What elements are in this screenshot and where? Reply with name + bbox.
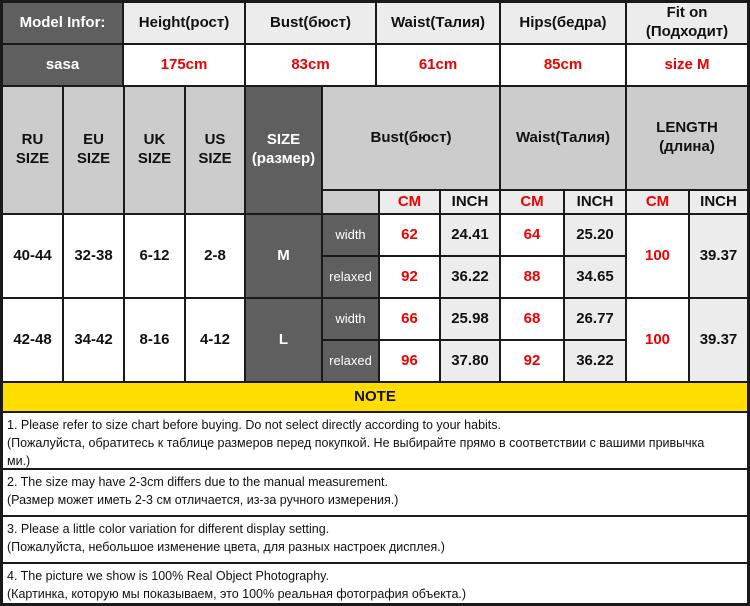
length-inch-header: INCH (689, 190, 748, 214)
model-waist-value: 61cm (376, 44, 500, 86)
model-info-label: Model Infor: (2, 2, 123, 44)
bust-width-inch-m: 24.41 (440, 214, 500, 256)
note-item-3-en: 3. Please a little color variation for different display setting. (7, 522, 330, 536)
length-group-header (626, 86, 748, 190)
note-item-3-ru: (Пожалуйста, небольшое изменение цвета, для разных настроек дисплея.) (7, 540, 445, 554)
note-item-1 (2, 412, 748, 469)
ru-size-l: 42-48 (2, 298, 63, 382)
length-cm-header: CM (626, 190, 689, 214)
waist-relaxed-inch-l: 36.22 (564, 340, 626, 382)
waist-width-cm-m: 64 (500, 214, 564, 256)
length-cm-m: 100 (626, 214, 689, 298)
bust-relaxed-cm-m: 92 (379, 256, 440, 298)
waist-relaxed-cm-l: 92 (500, 340, 564, 382)
note-item-1-ru: (Пожалуйста, обратитесь к таблице размеров перед покупкой. Не выбирайте прямо в соответствии с вашими привычка (7, 436, 705, 450)
us-size-m: 2-8 (185, 214, 245, 298)
waist-header: Waist(Талия) (376, 2, 500, 44)
note-item-2 (2, 469, 748, 516)
waist-relaxed-inch-m: 34.65 (564, 256, 626, 298)
width-label-m: width (322, 214, 379, 256)
uk-size-l: 8-16 (124, 298, 185, 382)
waist-relaxed-cm-m: 88 (500, 256, 564, 298)
size-header (245, 86, 322, 214)
relaxed-label-m: relaxed (322, 256, 379, 298)
fit-on-label: Fit on (666, 4, 708, 22)
length-inch-m: 39.37 (689, 214, 748, 298)
note-item-2-ru: (Размер может иметь 2-3 см отличается, из-за ручного измерения.) (7, 493, 399, 507)
model-bust-value: 83cm (245, 44, 376, 86)
waist-width-inch-m: 25.20 (564, 214, 626, 256)
bust-width-cm-l: 66 (379, 298, 440, 340)
fit-on-header (626, 2, 748, 44)
waist-cm-header: CM (500, 190, 564, 214)
width-label-l: width (322, 298, 379, 340)
note-item-3 (2, 516, 748, 563)
bust-relaxed-inch-l: 37.80 (440, 340, 500, 382)
bust-width-cm-m: 62 (379, 214, 440, 256)
ru-size-m: 40-44 (2, 214, 63, 298)
eu-size-header: EU SIZE (63, 86, 124, 214)
note-item-4 (2, 563, 748, 604)
model-height-value: 175cm (123, 44, 245, 86)
us-size-l: 4-12 (185, 298, 245, 382)
bust-cm-header: CM (379, 190, 440, 214)
bust-relaxed-inch-m: 36.22 (440, 256, 500, 298)
model-name: sasa (2, 44, 123, 86)
bust-width-inch-l: 25.98 (440, 298, 500, 340)
note-item-2-en: 2. The size may have 2-3cm differs due to the manual measurement. (7, 475, 388, 489)
bust-group-header: Bust(бюст) (322, 86, 500, 190)
waist-width-cm-l: 68 (500, 298, 564, 340)
size-header-label-ru: (размер) (251, 150, 316, 167)
waist-width-inch-l: 26.77 (564, 298, 626, 340)
length-inch-l: 39.37 (689, 298, 748, 382)
size-m-label: M (245, 214, 322, 298)
note-item-4-ru: (Картинка, которую мы показываем, это 100% реальная фотография объекта.) (7, 587, 467, 601)
note-item-1-ru-cont: ми.) (7, 454, 31, 468)
bust-header: Bust(бюст) (245, 2, 376, 44)
uk-size-m: 6-12 (124, 214, 185, 298)
hips-header: Hips(бедра) (500, 2, 626, 44)
ru-size-header: RU SIZE (2, 86, 63, 214)
length-cm-l: 100 (626, 298, 689, 382)
bust-relaxed-cm-l: 96 (379, 340, 440, 382)
waist-inch-header: INCH (564, 190, 626, 214)
relaxed-label-l: relaxed (322, 340, 379, 382)
fit-on-label-ru: (Подходит) (645, 23, 729, 40)
note-item-4-en: 4. The picture we show is 100% Real Object Photography. (7, 569, 329, 583)
model-fit-value: size M (626, 44, 748, 86)
unit-spacer (322, 190, 379, 214)
length-header-label-ru: (длина) (659, 138, 715, 155)
height-header: Height(рост) (123, 2, 245, 44)
model-hips-value: 85cm (500, 44, 626, 86)
size-l-label: L (245, 298, 322, 382)
note-title: NOTE (2, 382, 748, 412)
bust-inch-header: INCH (440, 190, 500, 214)
us-size-header: US SIZE (185, 86, 245, 214)
waist-group-header: Waist(Талия) (500, 86, 626, 190)
length-header-label: LENGTH (656, 119, 718, 137)
size-header-label: SIZE (266, 131, 301, 149)
uk-size-header: UK SIZE (124, 86, 185, 214)
eu-size-m: 32-38 (63, 214, 124, 298)
eu-size-l: 34-42 (63, 298, 124, 382)
note-item-1-en: 1. Please refer to size chart before buying. Do not select directly according to your habits. (7, 418, 502, 432)
